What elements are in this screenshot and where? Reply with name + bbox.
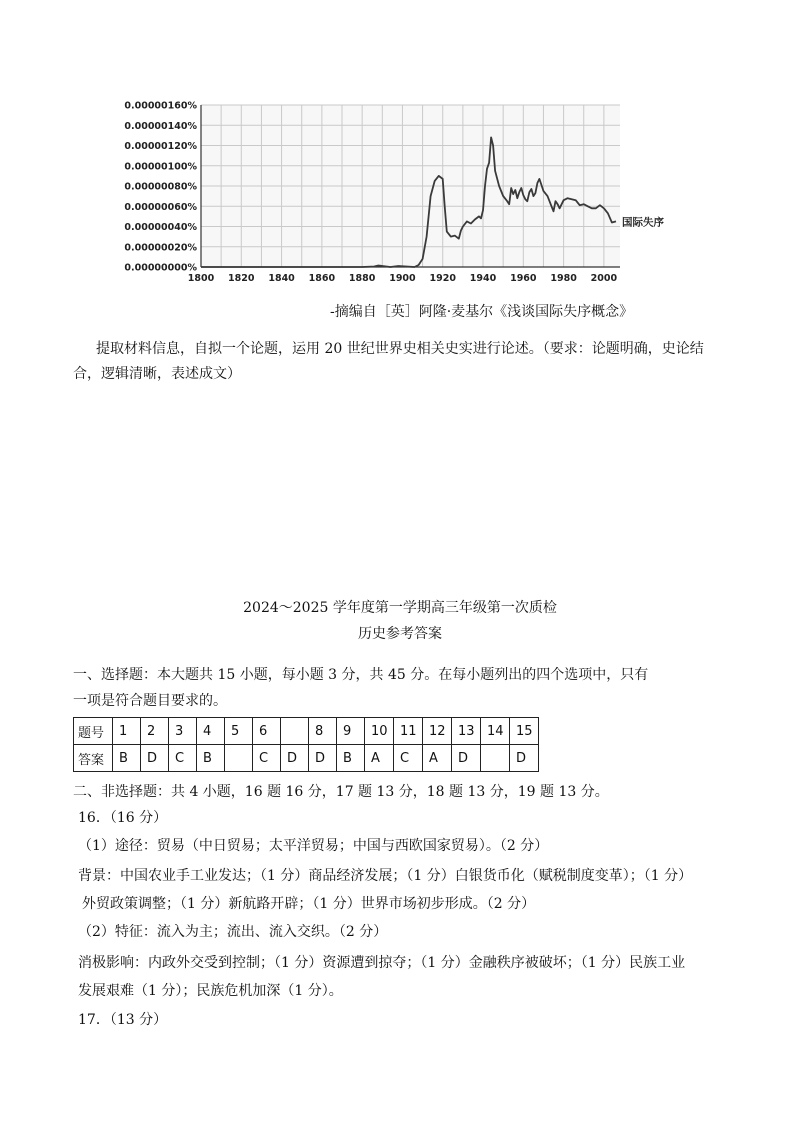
q16-header: 16．（16 分） <box>78 810 168 826</box>
number-cell: 10 <box>365 718 394 745</box>
q16-part2: （2）特征：流入为主；流出、流入交织。（2 分） <box>78 924 388 940</box>
row-header-answer: 答案 <box>74 745 113 772</box>
answer-cell <box>225 745 253 772</box>
x-tick-label: 1920 <box>429 273 456 284</box>
answer-cell <box>481 745 510 772</box>
y-tick-label: 0.00000020% <box>124 242 197 254</box>
answer-subtitle: 历史参考答案 <box>358 626 442 642</box>
answer-cell: B <box>337 745 365 772</box>
chart-svg <box>120 95 680 290</box>
number-cell: 6 <box>253 718 281 745</box>
answer-cell: A <box>423 745 452 772</box>
q16-impact-1: 消极影响：内政外交受到控制；（1 分）资源遭到掠夺；（1 分）金融秩序被破坏；（1 分）民族工业 <box>78 955 686 971</box>
question-number-row <box>74 718 539 745</box>
answer-cell: B <box>113 745 141 772</box>
q16-part1: （1）途径：贸易（中日贸易；太平洋贸易；中国与西欧国家贸易）。（2 分） <box>78 838 549 854</box>
answer-cell: D <box>309 745 337 772</box>
x-tick-label: 1800 <box>187 273 215 284</box>
answer-table <box>73 717 539 772</box>
x-tick-label: 1960 <box>510 273 537 284</box>
x-tick-label: 1820 <box>228 273 255 284</box>
q16-impact-2: 发展艰难（1 分）；民族危机加深（1 分）。 <box>78 983 343 999</box>
y-tick-label: 0.00000000% <box>124 262 197 274</box>
y-tick-label: 0.00000160% <box>124 100 197 112</box>
number-cell: 13 <box>452 718 481 745</box>
x-tick-label: 2000 <box>590 273 618 284</box>
question-line-2: 合，逻辑清晰，表述成文） <box>73 366 241 382</box>
number-cell: 11 <box>394 718 423 745</box>
chart-source: -摘编自［英］阿隆·麦基尔《浅谈国际失序概念》 <box>330 304 634 320</box>
y-tick-label: 0.00000040% <box>124 222 197 233</box>
number-cell: 5 <box>225 718 253 745</box>
number-cell: 2 <box>141 718 169 745</box>
answer-row <box>74 745 539 772</box>
answer-cell: B <box>197 745 225 772</box>
y-tick-label: 0.00000080% <box>124 181 197 193</box>
answer-title: 2024～2025 学年度第一学期高三年级第一次质检 <box>243 600 557 616</box>
y-tick-label: 0.00000060% <box>124 201 197 213</box>
y-tick-label: 0.00000120% <box>124 141 197 152</box>
x-tick-label: 1840 <box>268 273 295 284</box>
answer-cell: D <box>281 745 309 772</box>
x-tick-label: 1860 <box>308 273 336 284</box>
answer-cell: C <box>169 745 197 772</box>
answer-cell: A <box>365 745 394 772</box>
x-tick-label: 1940 <box>469 273 497 284</box>
answer-cell: C <box>253 745 281 772</box>
y-tick-label: 0.00000100% <box>124 161 197 173</box>
section1-line-1: 一、选择题：本大题共 15 小题，每小题 3 分，共 45 分。在每小题列出的四个选项中，只有 <box>73 667 649 683</box>
section1-line-2: 一项是符合题目要求的。 <box>73 693 227 709</box>
x-tick-label: 1980 <box>550 273 577 284</box>
number-cell: 9 <box>337 718 365 745</box>
answer-cell: D <box>510 745 539 772</box>
row-header-number: 题号 <box>74 718 113 745</box>
number-cell: 14 <box>481 718 510 745</box>
number-cell: 4 <box>197 718 225 745</box>
number-cell: 12 <box>423 718 452 745</box>
question-line-1: 提取材料信息，自拟一个论题，运用 20 世纪世界史相关史实进行论述。（要求：论题明确，史论结 <box>96 341 704 357</box>
number-cell: 8 <box>309 718 337 745</box>
answer-cell: D <box>141 745 169 772</box>
answer-cell: C <box>394 745 423 772</box>
number-cell: 1 <box>113 718 141 745</box>
q17-header: 17．（13 分） <box>78 1012 168 1028</box>
x-tick-label: 1900 <box>389 273 416 284</box>
series-label: 国际失序 <box>621 216 664 229</box>
section2-heading: 二、非选择题：共 4 小题，16 题 16 分，17 题 13 分，18 题 13 分，19 题 13 分。 <box>73 784 609 800</box>
x-tick-label: 1880 <box>348 273 376 284</box>
y-tick-label: 0.00000140% <box>124 120 197 132</box>
q16-background-1: 背景：中国农业手工业发达；（1 分）商品经济发展；（1 分）白银货币化（赋税制度变革）；（1 分） <box>78 868 693 884</box>
answer-cell: D <box>452 745 481 772</box>
disorder-chart <box>120 95 680 290</box>
number-cell: 15 <box>510 718 539 745</box>
q16-background-2: 外贸政策调整；（1 分）新航路开辟；（1 分）世界市场初步形成。（2 分） <box>82 896 536 912</box>
number-cell: 3 <box>169 718 197 745</box>
number-cell <box>281 718 309 745</box>
